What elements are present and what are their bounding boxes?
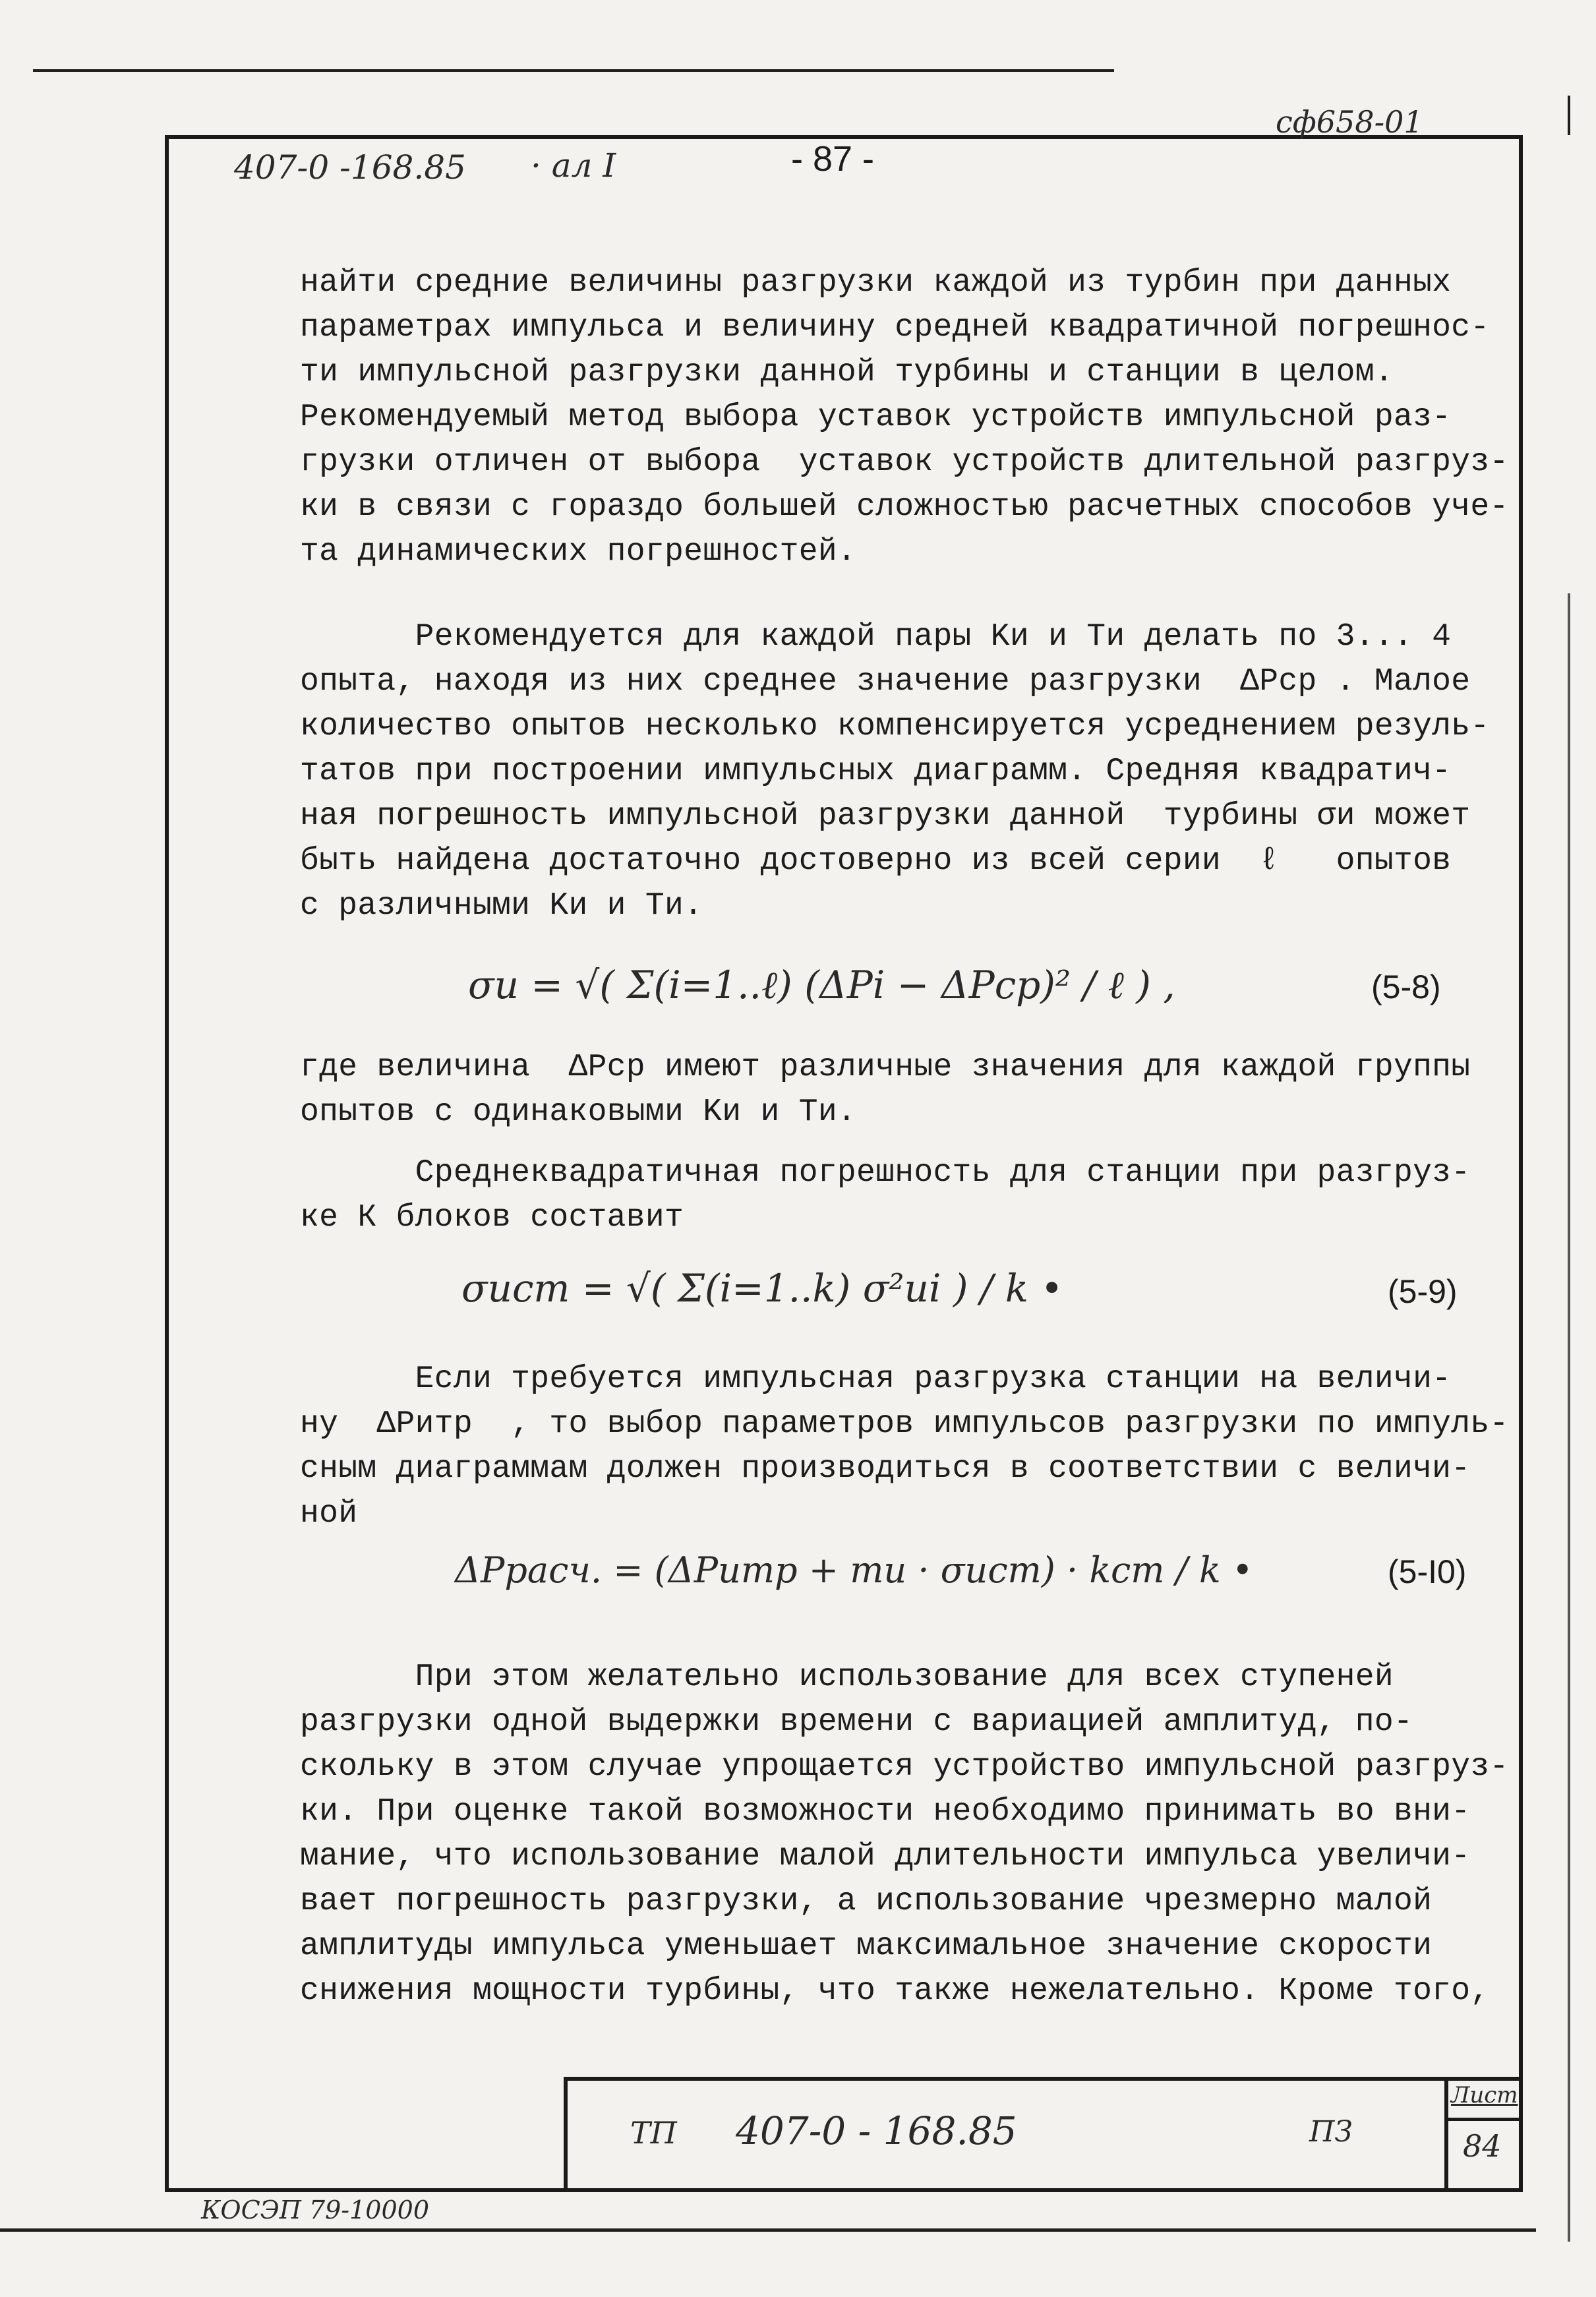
text-line: сным диаграммам должен производиться в соответствии с величи-: [300, 1451, 1471, 1487]
text-line: разгрузки одной выдержки времени с вариацией амплитуд, по-: [300, 1704, 1413, 1740]
text-line: вает погрешность разгрузки, а использование чрезмерно малой: [300, 1884, 1433, 1919]
text-line: Рекомендуется для каждой пары Kи и Tи делать по 3... 4: [300, 619, 1452, 655]
page-number: - 87 -: [791, 139, 875, 179]
text-line: Среднеквадратичная погрешность для станции при разгруз-: [300, 1155, 1471, 1191]
bottom-rule: [0, 2228, 1536, 2232]
text-line: параметрах импульса и величину средней квадратичной погрешнос-: [300, 310, 1490, 345]
paragraph-4: [300, 1150, 1500, 1240]
text-line: татов при построении импульсных диаграмм. Средняя квадратич-: [300, 754, 1452, 789]
text-line: та динамических погрешностей.: [300, 534, 857, 570]
equation-number-5-10: (5-I0): [1388, 1553, 1467, 1590]
footer-stamp: КОСЭП 79-10000: [201, 2195, 430, 2224]
sheet-number: 84: [1463, 2128, 1502, 2164]
text-line: снижения мощности турбины, что также нежелательно. Кроме того,: [300, 1973, 1490, 2009]
text-line: мание, что использование малой длительности импульса увеличи-: [300, 1839, 1471, 1874]
text-line: быть найдена достаточно достоверно из всей серии ℓ опытов: [300, 843, 1452, 879]
right-edge-line: [1568, 593, 1570, 2242]
text-line: Если требуется импульсная разгрузка станции на величи-: [300, 1361, 1452, 1397]
text-line: ке К блоков составит: [300, 1200, 684, 1236]
text-line: Рекомендуемый метод выбора уставок устройств импульсной раз-: [300, 400, 1452, 435]
text-line: При этом желательно использование для всех ступеней: [300, 1659, 1394, 1695]
header-doc-number: 407-0 -168.85: [234, 148, 466, 187]
title-block-section: ПЗ: [1309, 2115, 1353, 2149]
right-edge-mark: [1568, 96, 1570, 135]
paragraph-1: [300, 260, 1509, 574]
sheet-cell: [1444, 2081, 1523, 2192]
text-line: ки в связи с гораздо большей сложностью расчетных способов уче-: [300, 489, 1509, 525]
paragraph-2: [300, 614, 1500, 928]
text-line: ти импульсной разгрузки данной турбины и станции в целом.: [300, 355, 1394, 390]
text-line: найти средние величины разгрузки каждой из турбин при данных: [300, 265, 1452, 301]
text-line: где величина ΔPср имеют различные значения для каждой группы: [300, 1050, 1471, 1085]
text-line: ну ΔPитр , то выбор параметров импульсов разгрузки по импуль-: [300, 1406, 1509, 1442]
paragraph-5: [300, 1357, 1509, 1536]
title-block-doc-number: 407-0 - 168.85: [736, 2108, 1017, 2153]
text-line: опыта, находя из них среднее значение разгрузки ΔPср . Малое: [300, 664, 1471, 700]
text-line: скольку в этом случае упрощается устройство импульсной разгруз-: [300, 1749, 1509, 1785]
text-line: ной: [300, 1496, 358, 1532]
text-line: ки. При оценке такой возможности необходимо принимать во вни-: [300, 1794, 1471, 1830]
formula-5-9: σист = √( Σ(i=1..k) σ²иi ) / k •: [461, 1266, 1063, 1311]
title-block-prefix: ТП: [630, 2115, 677, 2151]
header-album: · ал I: [531, 146, 616, 185]
top-rule: [33, 69, 1114, 72]
equation-number-5-8: (5-8): [1371, 969, 1441, 1005]
sheet-divider: [1448, 2118, 1523, 2121]
text-line: амплитуды импульса уменьшает максимальное значение скорости: [300, 1928, 1433, 1964]
text-line: с различными Kи и Tи.: [300, 888, 703, 924]
formula-5-8: σи = √( Σ(i=1..ℓ) (ΔPi − ΔPср)² / ℓ ) ,: [468, 963, 1175, 1007]
title-block: [564, 2077, 1523, 2192]
text-line: грузки отличен от выбора уставок устройств длительной разгруз-: [300, 444, 1509, 480]
equation-number-5-9: (5-9): [1388, 1273, 1458, 1310]
paragraph-3: [300, 1045, 1500, 1135]
sheet-label: Лист: [1451, 2082, 1518, 2108]
text-line: количество опытов несколько компенсируется усреднением резуль-: [300, 709, 1490, 744]
text-line: ная погрешность импульсной разгрузки данной турбины σи может: [300, 798, 1471, 834]
text-line: опытов с одинаковыми Kи и Tи.: [300, 1094, 857, 1130]
paragraph-6: [300, 1655, 1509, 2014]
top-right-code: сф658-01: [1276, 104, 1423, 140]
formula-5-10: ΔPрасч. = (ΔPитр + mи · σист) · kст / k •: [455, 1549, 1253, 1591]
